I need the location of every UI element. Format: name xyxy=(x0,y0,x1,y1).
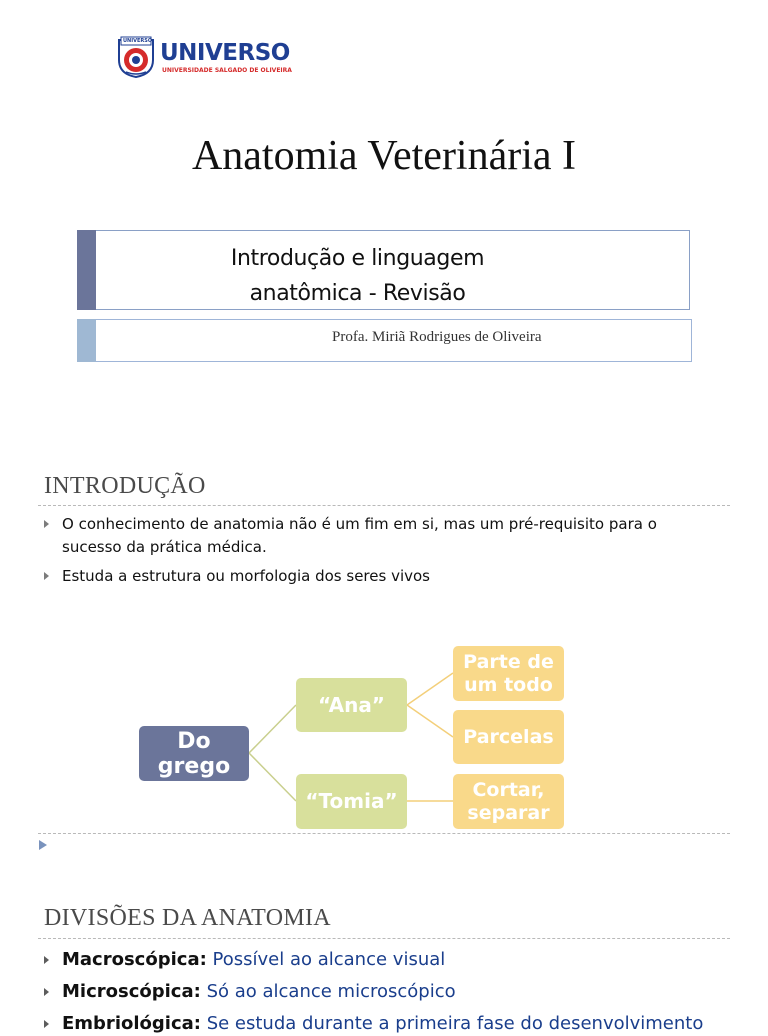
play-arrow-icon[interactable] xyxy=(39,840,47,850)
subtitle-line-2: anatômica - Revisão xyxy=(249,281,466,306)
diagram-node-parcelas: Parcelas xyxy=(453,710,564,764)
division-term: Microscópica: xyxy=(62,981,201,1002)
bullet-arrow-icon xyxy=(44,988,49,996)
division-desc: Possível ao alcance visual xyxy=(212,949,446,970)
connector-ana-parte xyxy=(407,673,453,705)
division-term: Embriológica: xyxy=(62,1013,201,1034)
division-term: Macroscópica: xyxy=(62,949,207,970)
logo-seal-text: UNIVERSO xyxy=(123,38,153,44)
division-desc: Se estuda durante a primeira fase do desenvolvimento xyxy=(206,1013,704,1034)
bullet-arrow-icon xyxy=(44,956,49,964)
heading-divider xyxy=(38,938,730,939)
diagram-node-parte-de-um-todo: Parte de um todo xyxy=(453,646,564,701)
diagram-node-cortar-separar: Cortar, separar xyxy=(453,774,564,829)
logo-tagline: UNIVERSIDADE SALGADO DE OLIVEIRA xyxy=(162,67,292,74)
division-item xyxy=(62,948,445,972)
connector-ana-parcelas xyxy=(407,705,453,737)
division-item xyxy=(62,1012,703,1036)
intro-heading: INTRODUÇÃO xyxy=(44,473,206,499)
logo-wordmark: UNIVERSO xyxy=(160,40,290,66)
division-desc: Só ao alcance microscópico xyxy=(206,981,456,1002)
connector-root-tomia xyxy=(249,753,296,801)
subtitle-line-1: Introdução e linguagem xyxy=(230,246,485,271)
bullet-text: Estuda a estrutura ou morfologia dos seres vivos xyxy=(62,567,430,585)
diagram-node-root: Do grego xyxy=(139,726,249,781)
divisions-heading: DIVISÕES DA ANATOMIA xyxy=(44,905,331,931)
connector-root-ana xyxy=(249,705,296,753)
bullet-text: O conhecimento de anatomia não é um fim em si, mas um pré-requisito para o sucesso da prática médica. xyxy=(62,515,657,556)
bullet-arrow-icon xyxy=(44,1020,49,1028)
diagram-node-tomia: “Tomia” xyxy=(296,774,407,829)
author-name: Profa. Miriã Rodrigues de Oliveira xyxy=(332,329,542,345)
slide-divider xyxy=(38,833,730,834)
page-title: Anatomia Veterinária I xyxy=(191,133,577,179)
diagram-node-ana: “Ana” xyxy=(296,678,407,732)
division-item xyxy=(62,980,456,1004)
